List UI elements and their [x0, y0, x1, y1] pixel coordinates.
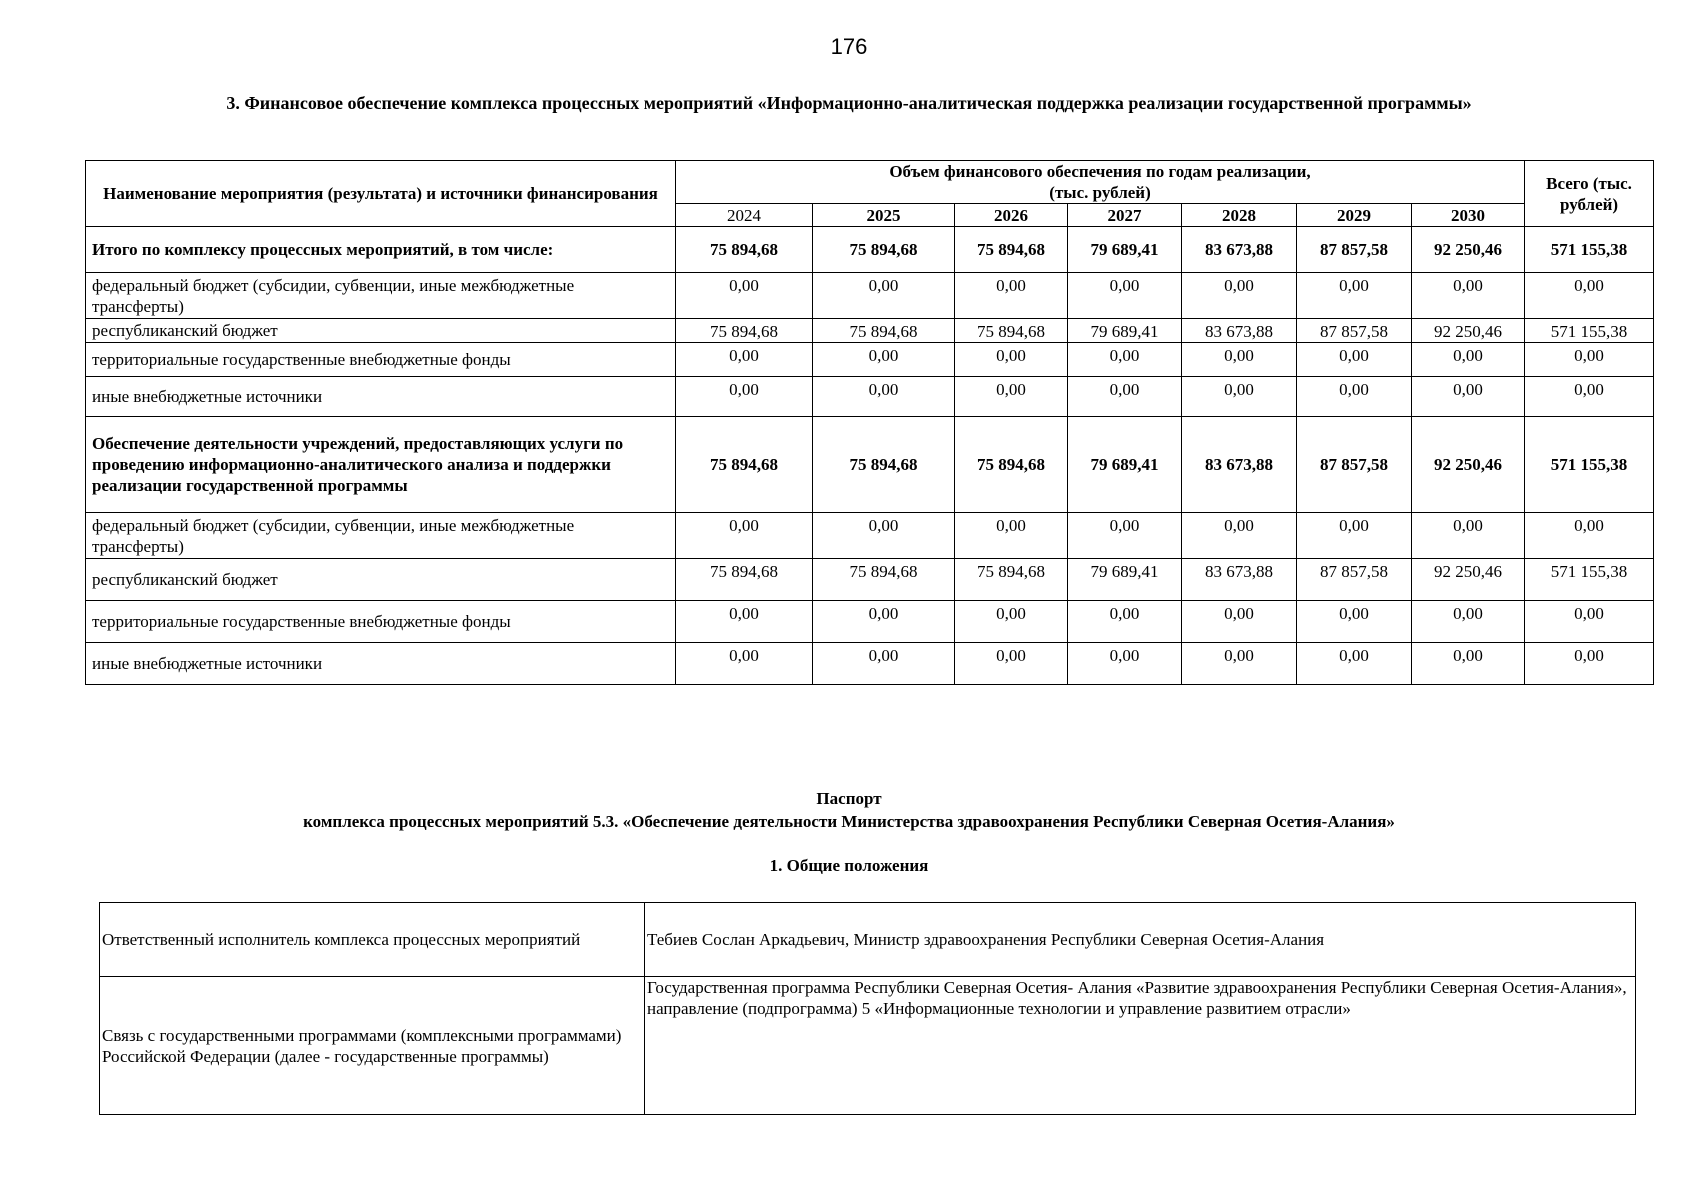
- passport-title: Паспорт: [816, 789, 882, 808]
- row-value: 0,00: [955, 601, 1068, 643]
- row-value: 0,00: [1068, 643, 1182, 685]
- header-name: Наименование мероприятия (результата) и источники финансирования: [86, 161, 676, 227]
- table-row: [86, 417, 1654, 513]
- header-volume-line2: (тыс. рублей): [1049, 183, 1151, 202]
- row-value: 0,00: [1412, 643, 1525, 685]
- row-label: федеральный бюджет (субсидии, субвенции, иные межбюджетные трансферты): [86, 513, 676, 559]
- row-label: иные внебюджетные источники: [86, 643, 676, 685]
- row-value: 571 155,38: [1525, 319, 1654, 343]
- row-value: 0,00: [1297, 643, 1412, 685]
- header-volume-line1: Объем финансового обеспечения по годам реализации,: [889, 162, 1311, 181]
- row-value: 0,00: [1182, 343, 1297, 377]
- row-value: 0,00: [676, 377, 813, 417]
- row-value: 0,00: [813, 513, 955, 559]
- header-volume: [676, 161, 1525, 204]
- year-header: 2026: [955, 204, 1068, 227]
- row-value: 0,00: [1068, 377, 1182, 417]
- row-value: 0,00: [1412, 343, 1525, 377]
- row-value: 0,00: [1525, 601, 1654, 643]
- table-row: [86, 559, 1654, 601]
- info-row: [100, 977, 1636, 1115]
- row-value: 571 155,38: [1525, 559, 1654, 601]
- row-value: 83 673,88: [1182, 559, 1297, 601]
- table-row: [86, 319, 1654, 343]
- row-value: 0,00: [813, 643, 955, 685]
- table-row: [86, 377, 1654, 417]
- table-row: [86, 273, 1654, 319]
- row-value: 0,00: [1297, 273, 1412, 319]
- row-value: 75 894,68: [955, 227, 1068, 273]
- info-key: Ответственный исполнитель комплекса процессных мероприятий: [100, 903, 645, 977]
- row-value: 0,00: [1525, 273, 1654, 319]
- table-row: [86, 601, 1654, 643]
- info-value: [645, 977, 1636, 1115]
- row-value: 0,00: [1182, 601, 1297, 643]
- row-value: 75 894,68: [676, 227, 813, 273]
- row-label: иные внебюджетные источники: [86, 377, 676, 417]
- info-key: Связь с государственными программами (комплексными программами) Российской Федерации (далее - государственные программы): [100, 977, 645, 1115]
- year-header: 2028: [1182, 204, 1297, 227]
- row-value: 75 894,68: [813, 319, 955, 343]
- table-row: [86, 227, 1654, 273]
- row-value: 87 857,58: [1297, 559, 1412, 601]
- row-value: 0,00: [1412, 273, 1525, 319]
- general-info-table: [99, 902, 1636, 1115]
- passport-heading: [0, 787, 1698, 833]
- row-value: 92 250,46: [1412, 227, 1525, 273]
- row-value: 0,00: [1412, 377, 1525, 417]
- row-value: 0,00: [813, 601, 955, 643]
- row-value: 87 857,58: [1297, 417, 1412, 513]
- row-value: 0,00: [1297, 601, 1412, 643]
- table-row: [86, 643, 1654, 685]
- row-value: 0,00: [955, 377, 1068, 417]
- financing-table: [85, 160, 1654, 685]
- row-value: 0,00: [1068, 273, 1182, 319]
- row-value: 0,00: [1182, 643, 1297, 685]
- row-label: Итого по комплексу процессных мероприятий, в том числе:: [86, 227, 676, 273]
- table-row: [86, 513, 1654, 559]
- year-header: 2025: [813, 204, 955, 227]
- general-heading: 1. Общие положения: [769, 856, 929, 875]
- row-value: 75 894,68: [676, 559, 813, 601]
- info-row: [100, 903, 1636, 977]
- row-label: Обеспечение деятельности учреждений, предоставляющих услуги по проведению информационно-аналитического анализа и поддержки реализации государственной программы: [86, 417, 676, 513]
- row-value: 0,00: [1182, 377, 1297, 417]
- row-value: 0,00: [813, 377, 955, 417]
- year-header: 2024: [676, 204, 813, 227]
- row-value: 75 894,68: [676, 417, 813, 513]
- header-total: Всего (тыс. рублей): [1525, 161, 1654, 227]
- table-row: [86, 343, 1654, 377]
- row-value: 0,00: [1297, 377, 1412, 417]
- row-value: 0,00: [813, 273, 955, 319]
- row-value: 0,00: [955, 343, 1068, 377]
- row-value: 0,00: [1068, 513, 1182, 559]
- row-label: федеральный бюджет (субсидии, субвенции, иные межбюджетные трансферты): [86, 273, 676, 319]
- row-value: 0,00: [955, 273, 1068, 319]
- row-label: территориальные государственные внебюджетные фонды: [86, 601, 676, 643]
- row-value: 0,00: [1525, 343, 1654, 377]
- row-value: 0,00: [676, 513, 813, 559]
- row-value: 0,00: [1182, 273, 1297, 319]
- row-value: 0,00: [1412, 513, 1525, 559]
- row-value: 75 894,68: [813, 417, 955, 513]
- row-value: 0,00: [1297, 513, 1412, 559]
- row-label: республиканский бюджет: [86, 319, 676, 343]
- row-value: 0,00: [1412, 601, 1525, 643]
- passport-subtitle: комплекса процессных мероприятий 5.3. «Обеспечение деятельности Министерства здравоохранения Республики Северная Осетия-Алания»: [303, 812, 1395, 831]
- row-value: 571 155,38: [1525, 417, 1654, 513]
- row-value: 75 894,68: [955, 559, 1068, 601]
- row-value: 0,00: [676, 343, 813, 377]
- row-value: 0,00: [1525, 513, 1654, 559]
- info-value-line: Государственная программа Республики Северная Осетия- Алания «Развитие здравоохранения Республики Северная Осетия-Алания»,: [647, 978, 1627, 997]
- row-value: 79 689,41: [1068, 417, 1182, 513]
- row-value: 83 673,88: [1182, 417, 1297, 513]
- row-value: 0,00: [955, 513, 1068, 559]
- row-value: 79 689,41: [1068, 559, 1182, 601]
- row-value: 75 894,68: [955, 417, 1068, 513]
- section-title: 3. Финансовое обеспечение комплекса процессных мероприятий «Информационно-аналитическая поддержка реализации государственной программы»: [226, 93, 1472, 113]
- row-value: 0,00: [1182, 513, 1297, 559]
- row-value: 0,00: [676, 273, 813, 319]
- row-value: 0,00: [1297, 343, 1412, 377]
- row-value: 0,00: [1068, 343, 1182, 377]
- row-value: 79 689,41: [1068, 319, 1182, 343]
- row-value: 0,00: [1068, 601, 1182, 643]
- row-value: 83 673,88: [1182, 227, 1297, 273]
- row-value: 79 689,41: [1068, 227, 1182, 273]
- row-value: 571 155,38: [1525, 227, 1654, 273]
- row-value: 92 250,46: [1412, 319, 1525, 343]
- row-value: 83 673,88: [1182, 319, 1297, 343]
- year-header: 2029: [1297, 204, 1412, 227]
- page-number: 176: [830, 34, 868, 59]
- row-label: территориальные государственные внебюджетные фонды: [86, 343, 676, 377]
- row-value: 0,00: [813, 343, 955, 377]
- year-header: 2027: [1068, 204, 1182, 227]
- row-value: 87 857,58: [1297, 227, 1412, 273]
- row-value: 0,00: [676, 643, 813, 685]
- year-header: 2030: [1412, 204, 1525, 227]
- row-label: республиканский бюджет: [86, 559, 676, 601]
- info-value-line: направление (подпрограмма) 5 «Информационные технологии и управление развитием отрасли»: [647, 999, 1351, 1018]
- row-value: 75 894,68: [676, 319, 813, 343]
- row-value: 87 857,58: [1297, 319, 1412, 343]
- info-value: Тебиев Cослан Аркадьевич, Министр здравоохранения Республики Северная Осетия-Алания: [645, 903, 1636, 977]
- row-value: 0,00: [1525, 377, 1654, 417]
- row-value: 75 894,68: [813, 227, 955, 273]
- row-value: 92 250,46: [1412, 559, 1525, 601]
- row-value: 0,00: [676, 601, 813, 643]
- row-value: 75 894,68: [955, 319, 1068, 343]
- row-value: 92 250,46: [1412, 417, 1525, 513]
- row-value: 0,00: [955, 643, 1068, 685]
- row-value: 0,00: [1525, 643, 1654, 685]
- row-value: 75 894,68: [813, 559, 955, 601]
